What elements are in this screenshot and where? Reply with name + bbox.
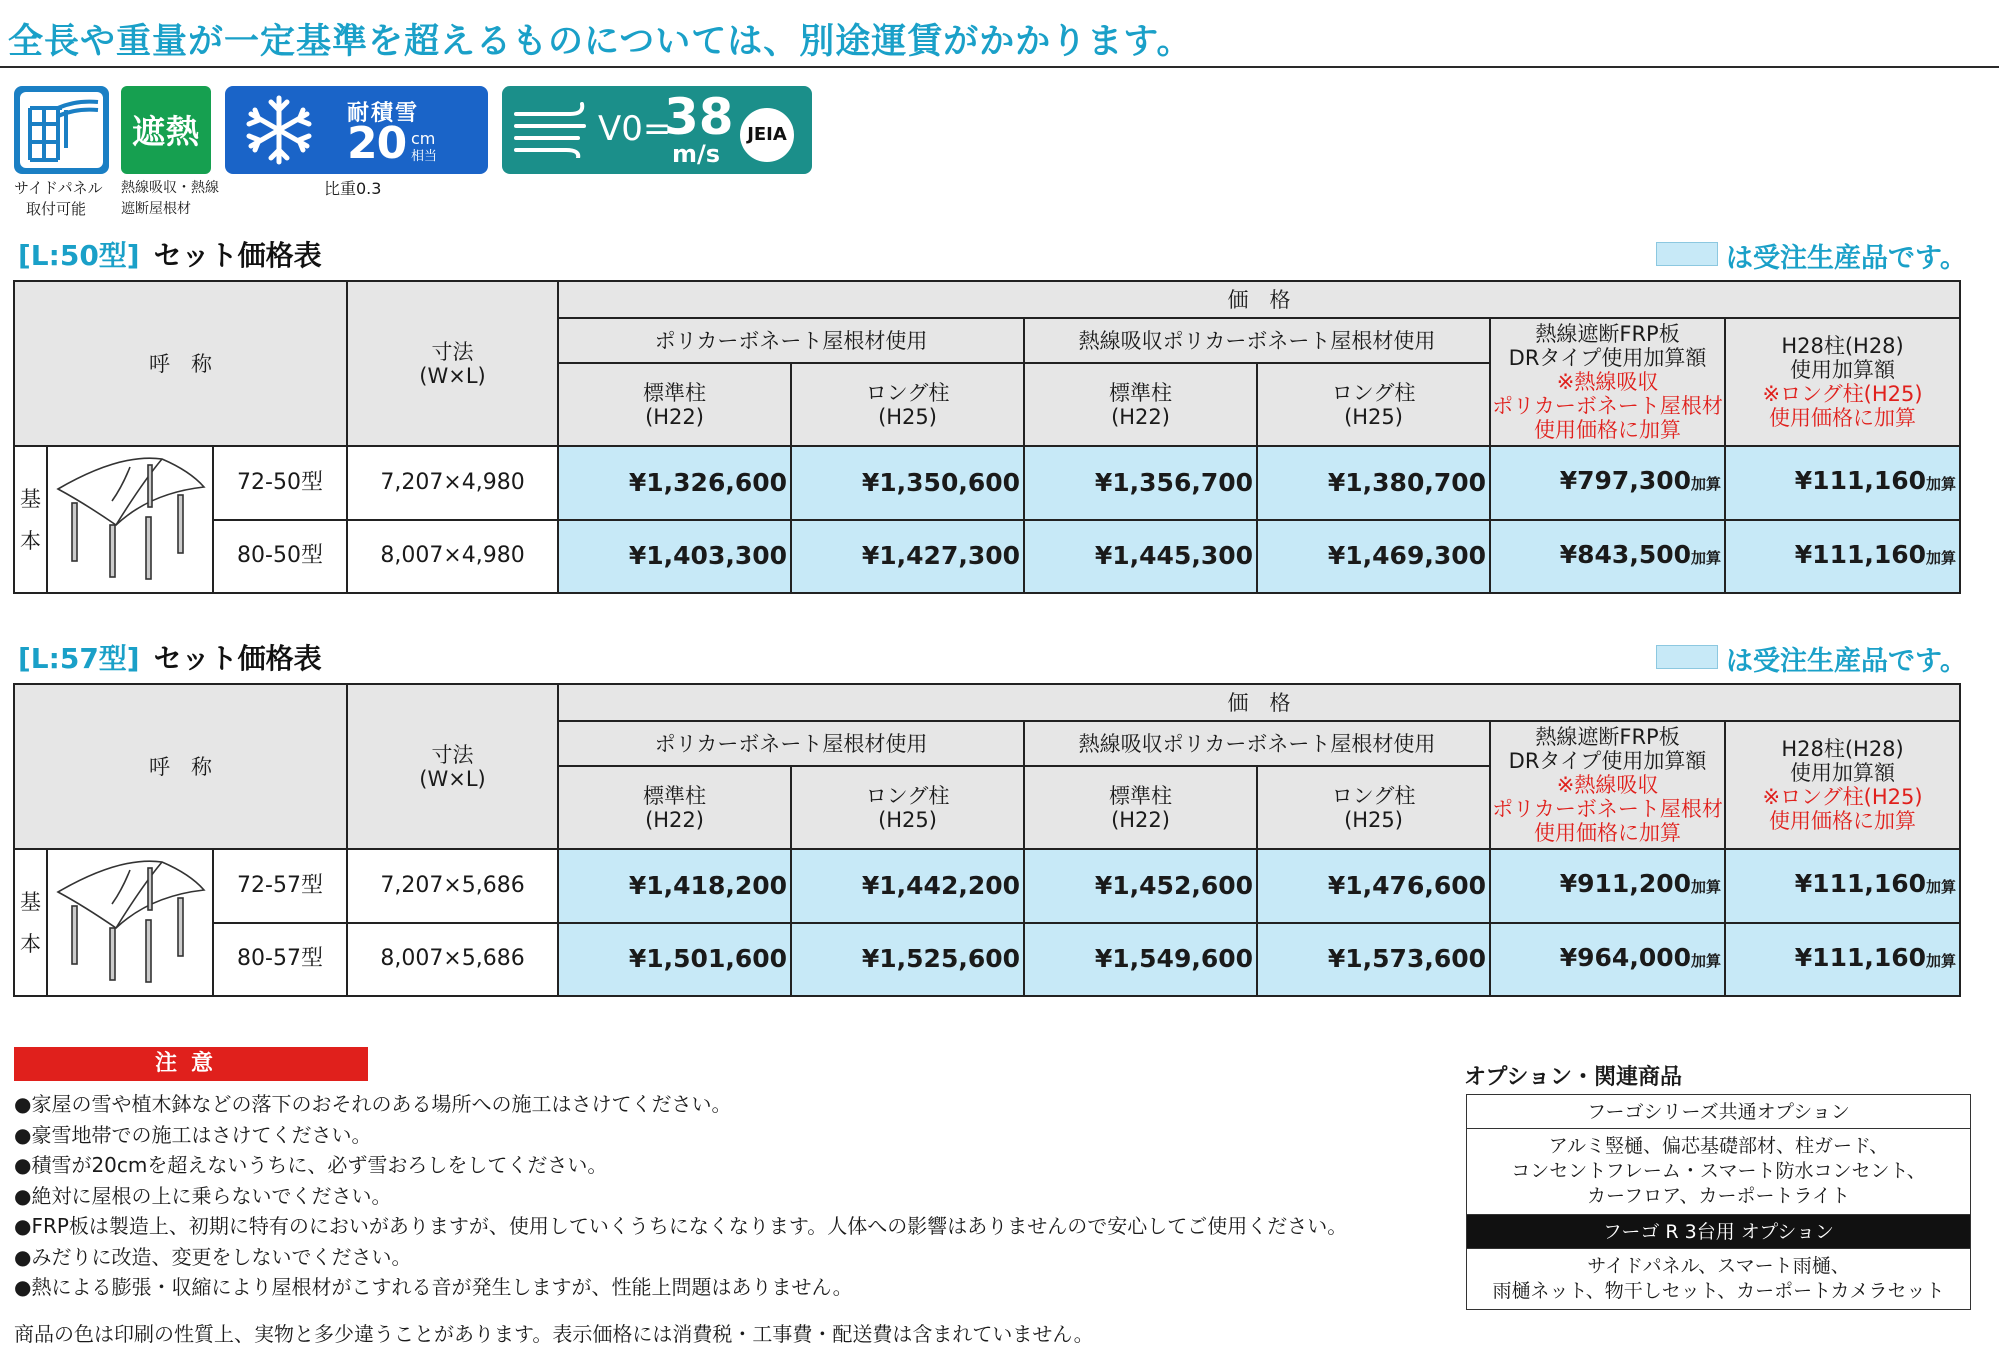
frp-addon-value: ¥964,000 — [1559, 942, 1692, 972]
option-line: カーフロア、カーポートライト — [1587, 1185, 1850, 1207]
heat-caption-2: 遮断屋根材 — [121, 201, 191, 217]
list-item: ●絶対に屋根の上に乗らないでください。 — [14, 1183, 392, 1208]
heat-shield-label: 遮熱 — [132, 112, 200, 151]
addon-suffix: 加算 — [1926, 951, 1957, 970]
header-heat-long-post — [1257, 766, 1490, 849]
section-model-l50: [L:50型] — [18, 239, 140, 272]
price-poly-long: ¥1,350,600 — [791, 446, 1024, 520]
long-post-height: (H25) — [878, 807, 937, 832]
section-title-l57 — [18, 637, 322, 677]
frp-note-2: ポリカーボネート屋根材 — [1492, 394, 1723, 418]
h28-note-2: 使用価格に加算 — [1769, 406, 1917, 430]
heat-shield-badge — [121, 86, 211, 174]
options-3car-box — [1466, 1214, 1971, 1310]
addon-suffix: 加算 — [1926, 475, 1957, 494]
price-frp-addon — [1490, 446, 1725, 520]
frp-line-1: 熱線遮断FRP板 — [1535, 322, 1680, 346]
option-line: 雨樋ネット、物干しセット、カーポートカメラセット — [1492, 1280, 1945, 1302]
wind-resistance-badge — [502, 86, 812, 174]
price-frp-addon — [1490, 520, 1725, 594]
price-poly-std: ¥1,501,600 — [558, 923, 791, 997]
header-h28-addon — [1725, 721, 1960, 849]
h28-addon-value: ¥111,160 — [1794, 869, 1927, 899]
long-post-height: (H25) — [878, 404, 937, 429]
wind-speed-unit: m/s — [672, 140, 721, 168]
frp-addon-value: ¥843,500 — [1559, 539, 1692, 569]
header-dimension-unit: (W×L) — [419, 766, 486, 791]
header-poly-long-post — [791, 363, 1024, 446]
side-panel-caption-1: サイドパネル — [14, 179, 103, 197]
made-to-order-swatch — [1656, 645, 1718, 669]
model-name: 72-50型 — [213, 446, 347, 520]
header-h28-addon — [1725, 318, 1960, 446]
options-3car-heading: フーゴ R 3台用 オプション — [1467, 1215, 1970, 1249]
model-size: 7,207×4,980 — [347, 446, 558, 520]
header-name: 呼 称 — [14, 684, 347, 849]
frp-line-1: 熱線遮断FRP板 — [1535, 725, 1680, 749]
addon-suffix: 加算 — [1691, 878, 1722, 897]
carport-icon — [50, 447, 210, 587]
side-panel-caption-2: 取付可能 — [26, 200, 87, 218]
model-size: 7,207×5,686 — [347, 849, 558, 923]
option-line: コンセントフレーム・スマート防水コンセント、 — [1511, 1160, 1926, 1182]
header-group-heat-polycarbonate: 熱線吸収ポリカーボネート屋根材使用 — [1024, 318, 1490, 363]
headline-divider — [0, 66, 1999, 68]
header-poly-std-post — [558, 363, 791, 446]
std-post-label: 標準柱 — [643, 380, 707, 405]
header-frp-addon — [1490, 721, 1725, 849]
basic-char-2: 本 — [20, 931, 41, 956]
basic-char-1: 基 — [20, 486, 41, 511]
carport-icon — [50, 850, 210, 990]
list-item: ●家屋の雪や植木鉢などの落下のおそれのある場所への施工はさけてください。 — [14, 1092, 732, 1116]
options-title: オプション・関連商品 — [1464, 1065, 1683, 1090]
section-subtitle-l57: セット価格表 — [153, 642, 322, 675]
price-h28-addon — [1725, 446, 1960, 520]
h28-line-1: H28柱(H28) — [1781, 334, 1904, 358]
made-to-order-swatch — [1656, 242, 1718, 266]
options-3car-body — [1467, 1249, 1970, 1309]
list-item: ●みだりに改造、変更をしないでください。 — [14, 1244, 412, 1269]
price-table-l57 — [13, 683, 1961, 997]
side-panel-icon — [14, 86, 109, 174]
header-frp-addon — [1490, 318, 1725, 446]
addon-suffix: 加算 — [1691, 475, 1722, 494]
basic-label — [14, 446, 47, 593]
price-h28-addon — [1725, 923, 1960, 997]
list-item: ●豪雪地帯での施工はさけてください。 — [14, 1122, 372, 1147]
snow-load-unit: cm — [411, 129, 436, 148]
header-dimension — [347, 684, 558, 849]
option-line: サイドパネル、スマート雨樋、 — [1587, 1255, 1850, 1277]
wind-speed-label: V0= — [598, 109, 672, 149]
header-dimension — [347, 281, 558, 446]
price-poly-long: ¥1,525,600 — [791, 923, 1024, 997]
model-name: 72-57型 — [213, 849, 347, 923]
price-frp-addon — [1490, 849, 1725, 923]
long-post-label: ロング柱 — [1331, 783, 1416, 808]
addon-suffix: 加算 — [1926, 878, 1957, 897]
snow-load-value: 20 — [347, 118, 407, 169]
long-post-label: ロング柱 — [865, 783, 950, 808]
basic-label — [14, 849, 47, 996]
std-post-label: 標準柱 — [1109, 380, 1173, 405]
price-poly-std: ¥1,418,200 — [558, 849, 791, 923]
frp-note-2: ポリカーボネート屋根材 — [1492, 797, 1723, 821]
header-dimension-label: 寸法 — [431, 742, 474, 767]
price-heat-std: ¥1,445,300 — [1024, 520, 1257, 594]
option-line: アルミ竪樋、偏芯基礎部材、柱ガード、 — [1548, 1135, 1889, 1157]
basic-char-2: 本 — [20, 528, 41, 553]
price-h28-addon — [1725, 520, 1960, 594]
model-name: 80-50型 — [213, 520, 347, 594]
price-heat-long: ¥1,476,600 — [1257, 849, 1490, 923]
table-row — [14, 849, 1960, 923]
model-size: 8,007×4,980 — [347, 520, 558, 594]
list-item: ●積雪が20cmを超えないうちに、必ず雪おろしをしてください。 — [14, 1153, 608, 1177]
header-group-heat-polycarbonate: 熱線吸収ポリカーボネート屋根材使用 — [1024, 721, 1490, 766]
header-poly-long-post — [791, 766, 1024, 849]
price-poly-std: ¥1,326,600 — [558, 446, 791, 520]
header-dimension-label: 寸法 — [431, 339, 474, 364]
addon-suffix: 加算 — [1926, 548, 1957, 567]
wind-speed-value: 38 — [664, 88, 734, 146]
h28-note-1: ※ロング柱(H25) — [1762, 382, 1923, 406]
long-post-label: ロング柱 — [1331, 380, 1416, 405]
made-to-order-legend: は受注生産品です。 — [1726, 646, 1967, 677]
price-poly-std: ¥1,403,300 — [558, 520, 791, 594]
price-poly-long: ¥1,427,300 — [791, 520, 1024, 594]
addon-suffix: 加算 — [1691, 548, 1722, 567]
header-heat-std-post — [1024, 363, 1257, 446]
price-heat-std: ¥1,549,600 — [1024, 923, 1257, 997]
model-name: 80-57型 — [213, 923, 347, 997]
section-title-l50 — [18, 234, 322, 274]
header-price: 価 格 — [558, 684, 1960, 721]
jeia-logo: JEIA — [740, 108, 794, 162]
h28-line-2: 使用加算額 — [1790, 761, 1896, 785]
snow-caption: 比重0.3 — [324, 179, 382, 198]
table-row — [14, 520, 1960, 594]
frp-note-1: ※熱線吸収 — [1556, 370, 1659, 394]
addon-suffix: 加算 — [1691, 951, 1722, 970]
frp-note-1: ※熱線吸収 — [1556, 773, 1659, 797]
side-panel-badge — [14, 86, 109, 174]
caution-heading: 注意 — [14, 1047, 368, 1081]
snow-load-badge — [225, 86, 488, 174]
frp-line-2: DRタイプ使用加算額 — [1508, 346, 1707, 370]
list-item: ●FRP板は製造上、初期に特有のにおいがありますが、使用していくうちになくなります。人体への影響はありませんので安心してご使用ください。 — [14, 1214, 1348, 1238]
h28-addon-value: ¥111,160 — [1794, 539, 1927, 569]
std-post-height: (H22) — [1111, 404, 1170, 429]
header-dimension-unit: (W×L) — [419, 363, 486, 388]
heat-caption-1: 熱線吸収・熱線 — [121, 180, 219, 196]
long-post-height: (H25) — [1344, 404, 1403, 429]
std-post-label: 標準柱 — [643, 783, 707, 808]
std-post-label: 標準柱 — [1109, 783, 1173, 808]
price-heat-std: ¥1,356,700 — [1024, 446, 1257, 520]
list-item: ●熱による膨張・収縮により屋根材がこすれる音が発生しますが、性能上問題はありません。 — [14, 1275, 853, 1299]
h28-line-1: H28柱(H28) — [1781, 737, 1904, 761]
long-post-height: (H25) — [1344, 807, 1403, 832]
wind-icon — [512, 102, 596, 158]
frp-line-2: DRタイプ使用加算額 — [1508, 749, 1707, 773]
frp-note-3: 使用価格に加算 — [1534, 418, 1682, 442]
options-common-box — [1466, 1094, 1971, 1215]
std-post-height: (H22) — [645, 807, 704, 832]
header-poly-std-post — [558, 766, 791, 849]
carport-illustration — [47, 849, 213, 996]
snowflake-icon — [239, 94, 319, 166]
h28-line-2: 使用加算額 — [1790, 358, 1896, 382]
header-group-polycarbonate: ポリカーボネート屋根材使用 — [558, 721, 1024, 766]
table-row — [14, 923, 1960, 997]
options-common-body — [1467, 1129, 1970, 1214]
header-heat-std-post — [1024, 766, 1257, 849]
price-frp-addon — [1490, 923, 1725, 997]
header-price: 価 格 — [558, 281, 1960, 318]
price-heat-long: ¥1,469,300 — [1257, 520, 1490, 594]
frp-addon-value: ¥911,200 — [1559, 869, 1692, 899]
frp-note-3: 使用価格に加算 — [1534, 821, 1682, 845]
table-row — [14, 446, 1960, 520]
snow-load-unit-note: 相当 — [411, 149, 438, 164]
h28-note-1: ※ロング柱(H25) — [1762, 785, 1923, 809]
basic-char-1: 基 — [20, 889, 41, 914]
price-poly-long: ¥1,442,200 — [791, 849, 1024, 923]
price-h28-addon — [1725, 849, 1960, 923]
h28-note-2: 使用価格に加算 — [1769, 809, 1917, 833]
header-name: 呼 称 — [14, 281, 347, 446]
frp-addon-value: ¥797,300 — [1559, 466, 1692, 496]
h28-addon-value: ¥111,160 — [1794, 466, 1927, 496]
std-post-height: (H22) — [1111, 807, 1170, 832]
price-heat-long: ¥1,380,700 — [1257, 446, 1490, 520]
price-footnote: 商品の色は印刷の性質上、実物と多少違うことがあります。表示価格には消費税・工事費・配送費は含まれていません。 — [14, 1322, 1094, 1346]
carport-illustration — [47, 446, 213, 593]
price-heat-std: ¥1,452,600 — [1024, 849, 1257, 923]
price-heat-long: ¥1,573,600 — [1257, 923, 1490, 997]
snow-load-title: 耐積雪 — [347, 101, 420, 126]
std-post-height: (H22) — [645, 404, 704, 429]
caution-list — [14, 1089, 1347, 1303]
made-to-order-legend: は受注生産品です。 — [1726, 243, 1967, 274]
options-common-heading: フーゴシリーズ共通オプション — [1467, 1095, 1970, 1129]
header-group-polycarbonate: ポリカーボネート屋根材使用 — [558, 318, 1024, 363]
section-subtitle-l50: セット価格表 — [153, 239, 322, 272]
section-model-l57: [L:57型] — [18, 642, 140, 675]
h28-addon-value: ¥111,160 — [1794, 942, 1927, 972]
model-size: 8,007×5,686 — [347, 923, 558, 997]
header-heat-long-post — [1257, 363, 1490, 446]
price-table-l50 — [13, 280, 1961, 594]
shipping-notice-headline: 全長や重量が一定基準を超えるものについては、別途運賃がかかります。 — [8, 22, 1193, 62]
long-post-label: ロング柱 — [865, 380, 950, 405]
